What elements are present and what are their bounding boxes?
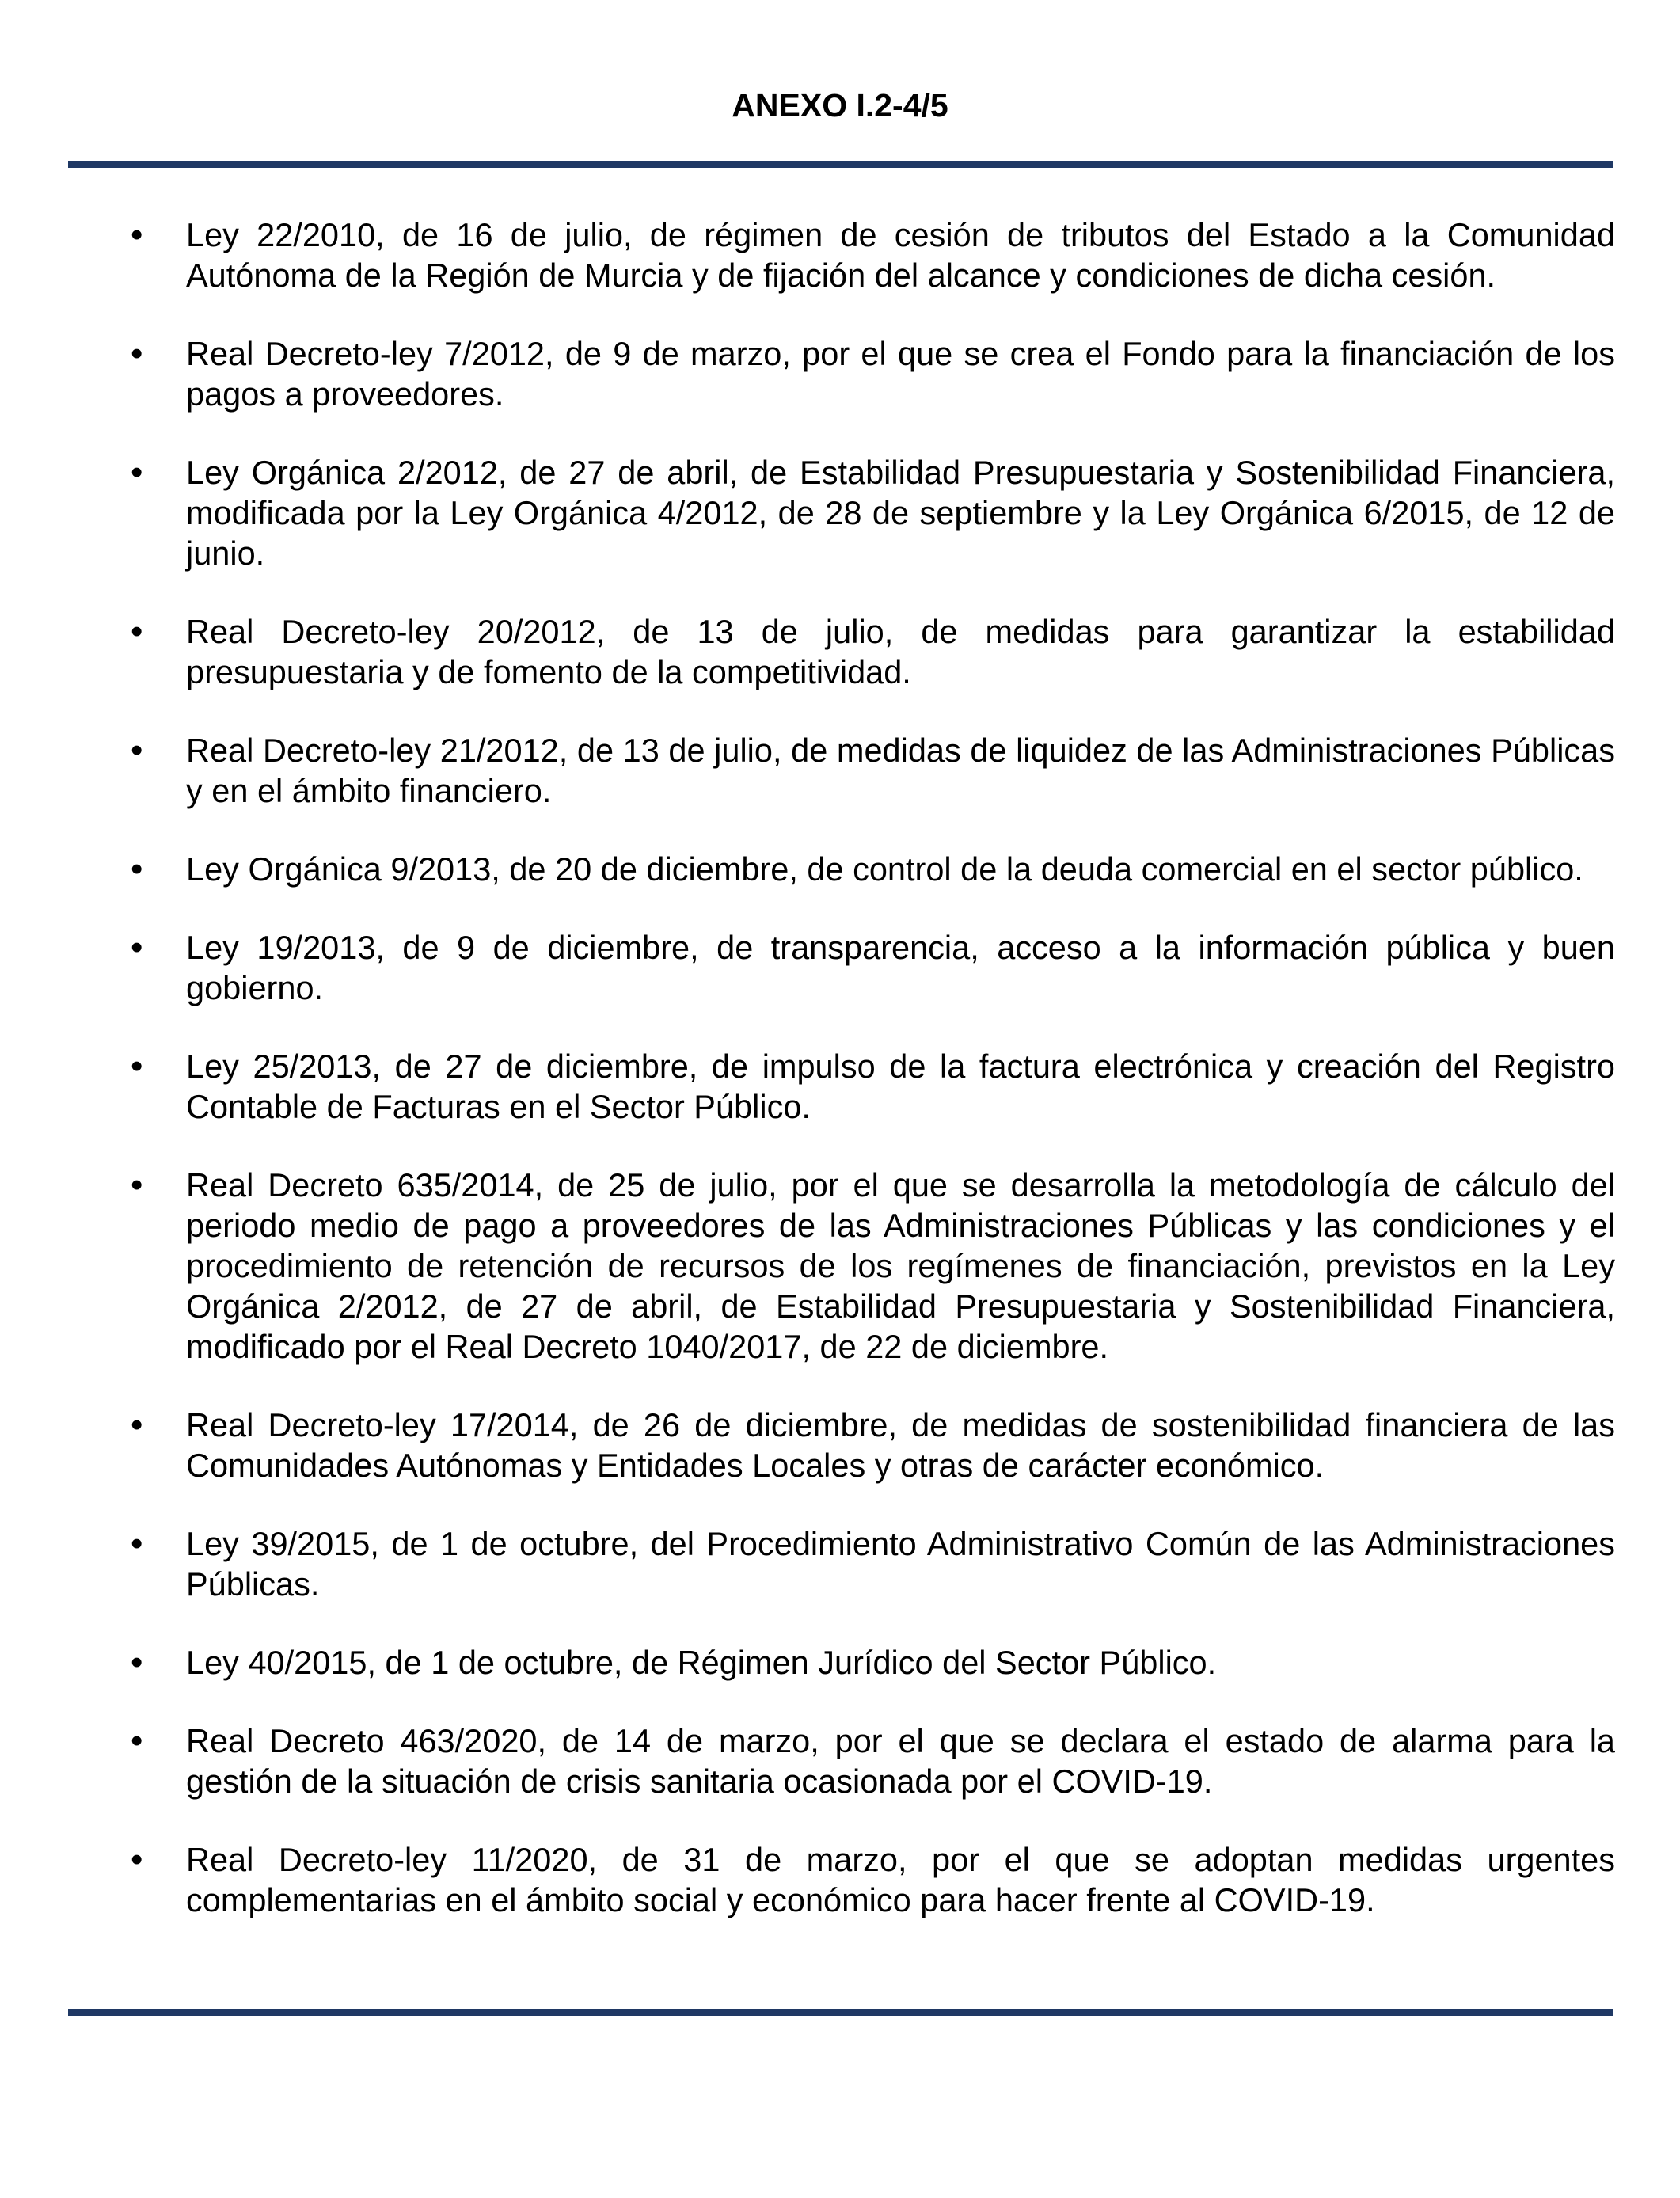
list-item [0, 611, 1615, 692]
bullet-icon: • [131, 215, 143, 254]
list-item-text: Ley 40/2015, de 1 de octubre, de Régimen Jurídico del Sector Público. [186, 1644, 1217, 1681]
list-item [0, 849, 1615, 889]
bullet-icon: • [131, 1721, 143, 1760]
list-item-text: Real Decreto-ley 17/2014, de 26 de diciembre, de medidas de sostenibilidad financiera de las Comunidades Autónomas y Entidades Locales y otras de carácter económico. [186, 1406, 1615, 1484]
list-item-text: Ley 19/2013, de 9 de diciembre, de transparencia, acceso a la información pública y buen gobierno. [186, 929, 1615, 1006]
bullet-icon: • [131, 334, 143, 373]
bullet-icon: • [131, 1047, 143, 1086]
list-item [0, 1405, 1615, 1485]
list-item-text: Real Decreto-ley 7/2012, de 9 de marzo, por el que se crea el Fondo para la financiación de los pagos a proveedores. [186, 335, 1615, 413]
footer-divider [68, 2009, 1613, 2016]
bullet-icon: • [131, 731, 143, 770]
list-item [0, 1046, 1615, 1127]
list-item [0, 927, 1615, 1008]
list-item [0, 730, 1615, 811]
list-item-text: Real Decreto 635/2014, de 25 de julio, por el que se desarrolla la metodología de cálculo del periodo medio de pago a proveedores de las Administraciones Públicas y las condiciones y el procedimiento de retención de recursos de los regímenes de financiación, previstos en la Ley Orgánica 2/2012, de 27 de abril, de Estabilidad Presupuestaria y Sostenibilidad Financiera, modificado por el Real Decreto 1040/2017, de 22 de diciembre. [186, 1166, 1615, 1365]
list-item [0, 452, 1615, 573]
list-item-text: Ley 22/2010, de 16 de julio, de régimen de cesión de tributos del Estado a la Comunidad Autónoma de la Región de Murcia y de fijación del alcance y condiciones de dicha cesión. [186, 216, 1615, 294]
list-item [0, 333, 1615, 414]
list-item [0, 1523, 1615, 1604]
bullet-icon: • [131, 612, 143, 651]
list-item [0, 1642, 1615, 1683]
bullet-icon: • [131, 1643, 143, 1682]
header-divider [68, 161, 1613, 168]
legislation-list [0, 215, 1680, 1958]
list-item [0, 215, 1615, 295]
list-item-text: Real Decreto-ley 21/2012, de 13 de julio, de medidas de liquidez de las Administraciones Públicas y en el ámbito financiero. [186, 732, 1615, 809]
bullet-icon: • [131, 850, 143, 888]
list-item-text: Ley Orgánica 2/2012, de 27 de abril, de Estabilidad Presupuestaria y Sostenibilidad Financiera, modificada por la Ley Orgánica 4/2012, de 28 de septiembre y la Ley Orgánica 6/2015, de 12 de junio. [186, 454, 1615, 572]
bullet-icon: • [131, 1405, 143, 1444]
page-title: ANEXO I.2-4/5 [732, 87, 948, 124]
list-item-text: Ley Orgánica 9/2013, de 20 de diciembre, de control de la deuda comercial en el sector público. [186, 850, 1583, 888]
bullet-icon: • [131, 453, 143, 492]
bullet-icon: • [131, 928, 143, 967]
list-item-text: Real Decreto-ley 11/2020, de 31 de marzo, por el que se adoptan medidas urgentes complementarias en el ámbito social y económico para hacer frente al COVID-19. [186, 1841, 1615, 1918]
list-item-text: Ley 39/2015, de 1 de octubre, del Procedimiento Administrativo Común de las Administraciones Públicas. [186, 1525, 1615, 1603]
bullet-icon: • [131, 1524, 143, 1563]
list-item [0, 1721, 1615, 1801]
list-item-text: Real Decreto 463/2020, de 14 de marzo, por el que se declara el estado de alarma para la gestión de la situación de crisis sanitaria ocasionada por el COVID-19. [186, 1722, 1615, 1800]
list-item-text: Real Decreto-ley 20/2012, de 13 de julio, de medidas para garantizar la estabilidad presupuestaria y de fomento de la competitividad. [186, 613, 1615, 690]
list-item [0, 1165, 1615, 1367]
list-item [0, 1839, 1615, 1920]
bullet-icon: • [131, 1840, 143, 1879]
bullet-icon: • [131, 1166, 143, 1204]
list-item-text: Ley 25/2013, de 27 de diciembre, de impulso de la factura electrónica y creación del Registro Contable de Facturas en el Sector Público. [186, 1048, 1615, 1125]
